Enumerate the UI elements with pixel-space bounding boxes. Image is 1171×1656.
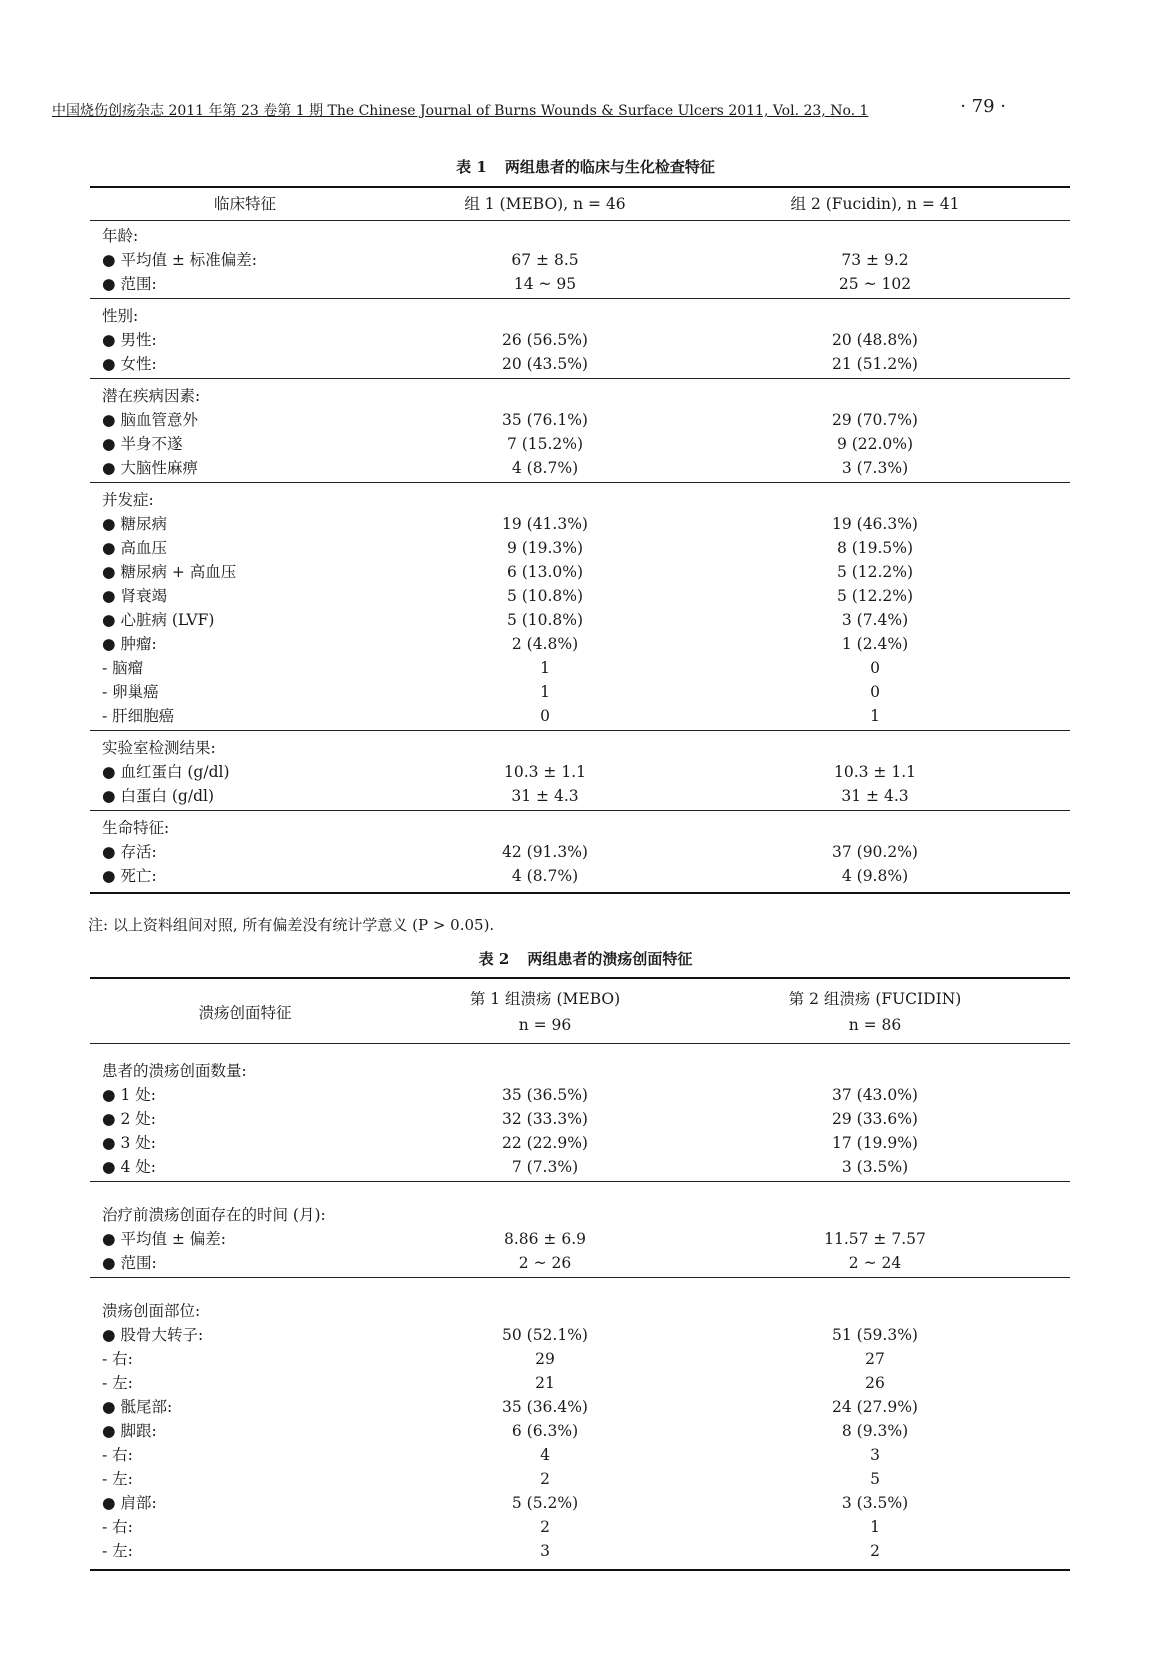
- row-label: - 右:: [102, 1446, 133, 1464]
- page-number: · 79 ·: [960, 96, 1006, 117]
- table-row: [90, 432, 1070, 456]
- group1-value: 6 (6.3%): [511, 1422, 579, 1440]
- group2-value: 8 (9.3%): [841, 1422, 909, 1440]
- table-row: [90, 680, 1070, 704]
- group2-value: 8 (19.5%): [836, 539, 914, 557]
- group1-value: 31 ± 4.3: [511, 787, 579, 805]
- table2-caption-text: 两组患者的溃疡创面特征: [527, 950, 693, 968]
- table-row: [90, 1491, 1070, 1515]
- row-label: ● 2 处:: [102, 1110, 156, 1128]
- table-row: [90, 656, 1070, 680]
- table-row: [90, 704, 1070, 728]
- table2-header-group2-name: 第 2 组溃疡 (FUCIDIN): [788, 990, 962, 1008]
- table2-header-feature: 溃疡创面特征: [198, 1004, 292, 1022]
- group2-value: 3: [870, 1446, 880, 1464]
- table2-header-group1-name: 第 1 组溃疡 (MEBO): [469, 990, 621, 1008]
- table-row: [90, 1467, 1070, 1491]
- group-divider: [90, 1181, 1070, 1182]
- group2-value: 37 (43.0%): [832, 1086, 918, 1104]
- group2-value: 3 (7.4%): [841, 611, 909, 629]
- table-row: [90, 1443, 1070, 1467]
- group2-value: 9 (22.0%): [836, 435, 914, 453]
- table-row: [90, 272, 1070, 296]
- table2-top-rule: [90, 977, 1070, 979]
- group2-value: 0: [870, 659, 880, 677]
- table2: [90, 977, 1070, 1607]
- group1-value: 9 (19.3%): [506, 539, 584, 557]
- table-row: [90, 1107, 1070, 1131]
- group2-value: 20 (48.8%): [832, 331, 918, 349]
- table-row: [90, 352, 1070, 376]
- table1: [90, 186, 1070, 885]
- table1-header-rule: [90, 220, 1070, 221]
- group1-value: 42 (91.3%): [502, 843, 588, 861]
- group1-value: 0: [540, 707, 550, 725]
- row-label: ● 肾衰竭: [102, 587, 167, 605]
- row-label: - 脑瘤: [102, 659, 144, 677]
- row-label: ● 范围:: [102, 1254, 157, 1272]
- row-label: ● 脚跟:: [102, 1422, 157, 1440]
- table1-header-feature: 临床特征: [213, 195, 276, 213]
- table-row: [90, 1131, 1070, 1155]
- group1-value: 4 (8.7%): [511, 867, 579, 885]
- table1-header-group2: 组 2 (Fucidin), n = 41: [790, 195, 960, 213]
- group1-value: 14 ~ 95: [513, 275, 577, 293]
- row-label: - 左:: [102, 1470, 133, 1488]
- group2-value: 37 (90.2%): [832, 843, 918, 861]
- row-label: ● 平均值 ± 偏差:: [102, 1230, 227, 1248]
- table-group-header: [90, 384, 1070, 408]
- group1-value: 2: [540, 1518, 550, 1536]
- table-row: [90, 456, 1070, 480]
- group1-value: 1: [540, 683, 550, 701]
- table2-header-group2-n: n = 86: [848, 1016, 902, 1034]
- group2-value: 3 (3.5%): [841, 1158, 909, 1176]
- group1-value: 50 (52.1%): [502, 1326, 588, 1344]
- group2-value: 2: [870, 1542, 880, 1560]
- row-label: 性别:: [102, 307, 139, 325]
- table-row: [90, 1323, 1070, 1347]
- group1-value: 7 (15.2%): [506, 435, 584, 453]
- row-label: ● 半身不遂: [102, 435, 183, 453]
- group-divider: [90, 1277, 1070, 1278]
- row-label: ● 糖尿病: [102, 515, 167, 533]
- row-label: - 肝细胞癌: [102, 707, 175, 725]
- row-label: ● 白蛋白 (g/dl): [102, 787, 214, 805]
- row-label: 患者的溃疡创面数量:: [102, 1062, 247, 1080]
- group2-value: 26: [865, 1374, 885, 1392]
- row-label: - 右:: [102, 1350, 133, 1368]
- table2-header-group1-n: n = 96: [518, 1016, 572, 1034]
- table-group-header: [90, 1059, 1070, 1083]
- group1-value: 67 ± 8.5: [511, 251, 579, 269]
- row-label: ● 股骨大转子:: [102, 1326, 204, 1344]
- table-row: [90, 560, 1070, 584]
- group1-value: 35 (76.1%): [502, 411, 588, 429]
- table-row: [90, 408, 1070, 432]
- table-row: [90, 840, 1070, 864]
- group1-value: 1: [540, 659, 550, 677]
- row-label: ● 存活:: [102, 843, 157, 861]
- table1-top-rule: [90, 186, 1070, 188]
- row-label: 实验室检测结果:: [102, 739, 216, 757]
- table-row: [90, 1371, 1070, 1395]
- table2-caption-number: 表 2: [478, 950, 510, 968]
- table-group-header: [90, 304, 1070, 328]
- group-divider: [90, 482, 1070, 483]
- table-group-header: [90, 1203, 1070, 1227]
- row-label: ● 骶尾部:: [102, 1398, 173, 1416]
- group1-value: 21: [535, 1374, 555, 1392]
- table-row: [90, 1347, 1070, 1371]
- group1-value: 4 (8.7%): [511, 459, 579, 477]
- row-label: ● 女性:: [102, 355, 157, 373]
- group1-value: 2 (4.8%): [511, 635, 579, 653]
- table-row: [90, 1227, 1070, 1251]
- group2-value: 1 (2.4%): [841, 635, 909, 653]
- table1-caption-number: 表 1: [456, 158, 487, 176]
- row-label: - 左:: [102, 1374, 133, 1392]
- row-label: 潜在疾病因素:: [102, 387, 201, 405]
- table-row: [90, 1419, 1070, 1443]
- table-group-header: [90, 816, 1070, 840]
- row-label: ● 死亡:: [102, 867, 157, 885]
- table1-caption-text: 两组患者的临床与生化检查特征: [504, 158, 715, 176]
- group2-value: 2 ~ 24: [848, 1254, 902, 1272]
- group2-value: 51 (59.3%): [832, 1326, 918, 1344]
- group1-value: 32 (33.3%): [502, 1110, 588, 1128]
- group1-value: 10.3 ± 1.1: [503, 763, 586, 781]
- row-label: ● 男性:: [102, 331, 157, 349]
- table-group-header: [90, 224, 1070, 248]
- row-label: ● 脑血管意外: [102, 411, 198, 429]
- table-row: [90, 1395, 1070, 1419]
- table2-caption: [0, 948, 1171, 969]
- row-label: 治疗前溃疡创面存在的时间 (月):: [102, 1206, 326, 1224]
- group2-value: 3 (7.3%): [841, 459, 909, 477]
- row-label: ● 范围:: [102, 275, 157, 293]
- table-row: [90, 632, 1070, 656]
- table2-header-rule: [90, 1043, 1070, 1044]
- table-row: [90, 512, 1070, 536]
- group1-value: 6 (13.0%): [506, 563, 584, 581]
- group2-value: 31 ± 4.3: [841, 787, 909, 805]
- table-group-header: [90, 488, 1070, 512]
- group1-value: 5 (10.8%): [506, 587, 584, 605]
- group1-value: 2: [540, 1470, 550, 1488]
- row-label: ● 高血压: [102, 539, 167, 557]
- running-header: 中国烧伤创疡杂志 2011 年第 23 卷第 1 期 The Chinese Journal of Burns Wounds & Surface Ulcers 2011, Vol. 23, No. 1: [52, 103, 869, 119]
- table-row: [90, 1251, 1070, 1275]
- group2-value: 21 (51.2%): [832, 355, 918, 373]
- row-label: ● 心脏病 (LVF): [102, 611, 215, 629]
- group2-value: 1: [870, 1518, 880, 1536]
- group2-value: 27: [865, 1350, 885, 1368]
- group1-value: 22 (22.9%): [502, 1134, 588, 1152]
- row-label: 年龄:: [102, 227, 139, 245]
- group-divider: [90, 378, 1070, 379]
- table-row: [90, 1083, 1070, 1107]
- row-label: - 卵巢癌: [102, 683, 159, 701]
- row-label: ● 3 处:: [102, 1134, 156, 1152]
- row-label: ● 肿瘤:: [102, 635, 157, 653]
- group1-value: 26 (56.5%): [502, 331, 588, 349]
- group2-value: 17 (19.9%): [832, 1134, 918, 1152]
- group1-value: 7 (7.3%): [511, 1158, 579, 1176]
- row-label: - 右:: [102, 1518, 133, 1536]
- table-row: [90, 864, 1070, 888]
- group2-value: 5 (12.2%): [836, 563, 914, 581]
- group1-value: 5 (5.2%): [511, 1494, 579, 1512]
- table-row: [90, 584, 1070, 608]
- row-label: 并发症:: [102, 491, 154, 509]
- group1-value: 8.86 ± 6.9: [503, 1230, 586, 1248]
- row-label: 溃疡创面部位:: [102, 1302, 201, 1320]
- row-label: - 左:: [102, 1542, 133, 1560]
- group2-value: 29 (70.7%): [832, 411, 918, 429]
- group1-value: 35 (36.4%): [502, 1398, 588, 1416]
- group1-value: 19 (41.3%): [502, 515, 588, 533]
- group1-value: 5 (10.8%): [506, 611, 584, 629]
- table-group-header: [90, 736, 1070, 760]
- group-divider: [90, 810, 1070, 811]
- table1-header-group1: 组 1 (MEBO), n = 46: [464, 195, 626, 213]
- row-label: ● 1 处:: [102, 1086, 156, 1104]
- table-row: [90, 328, 1070, 352]
- group2-value: 10.3 ± 1.1: [833, 763, 916, 781]
- group1-value: 3: [540, 1542, 550, 1560]
- group-divider: [90, 298, 1070, 299]
- group2-value: 3 (3.5%): [841, 1494, 909, 1512]
- table-row: [90, 608, 1070, 632]
- table-row: [90, 248, 1070, 272]
- group2-value: 1: [870, 707, 880, 725]
- group2-value: 24 (27.9%): [832, 1398, 918, 1416]
- row-label: ● 4 处:: [102, 1158, 156, 1176]
- group-divider: [90, 730, 1070, 731]
- group2-value: 25 ~ 102: [838, 275, 912, 293]
- row-label: ● 大脑性麻痹: [102, 459, 198, 477]
- group2-value: 5 (12.2%): [836, 587, 914, 605]
- group1-value: 20 (43.5%): [502, 355, 588, 373]
- table-row: [90, 784, 1070, 808]
- table-row: [90, 1539, 1070, 1563]
- table-row: [90, 1155, 1070, 1179]
- group2-value: 19 (46.3%): [832, 515, 918, 533]
- table1-caption: [0, 156, 1171, 177]
- table-row: [90, 760, 1070, 784]
- row-label: ● 平均值 ± 标准偏差:: [102, 251, 258, 269]
- group2-value: 29 (33.6%): [832, 1110, 918, 1128]
- table-row: [90, 536, 1070, 560]
- table-group-header: [90, 1299, 1070, 1323]
- row-label: ● 血红蛋白 (g/dl): [102, 763, 230, 781]
- group2-value: 73 ± 9.2: [841, 251, 909, 269]
- row-label: ● 肩部:: [102, 1494, 157, 1512]
- row-label: ● 糖尿病 + 高血压: [102, 563, 237, 581]
- table-bottom-rule: [90, 1569, 1070, 1571]
- table-row: [90, 1515, 1070, 1539]
- group2-value: 11.57 ± 7.57: [824, 1230, 926, 1248]
- table1-note: 注: 以上资料组间对照, 所有偏差没有统计学意义 (P > 0.05).: [88, 916, 495, 934]
- group1-value: 4: [540, 1446, 550, 1464]
- row-label: 生命特征:: [102, 819, 170, 837]
- group2-value: 0: [870, 683, 880, 701]
- group2-value: 4 (9.8%): [841, 867, 909, 885]
- group1-value: 35 (36.5%): [502, 1086, 588, 1104]
- group1-value: 29: [535, 1350, 555, 1368]
- table-bottom-rule: [90, 892, 1070, 894]
- group1-value: 2 ~ 26: [518, 1254, 572, 1272]
- group2-value: 5: [870, 1470, 880, 1488]
